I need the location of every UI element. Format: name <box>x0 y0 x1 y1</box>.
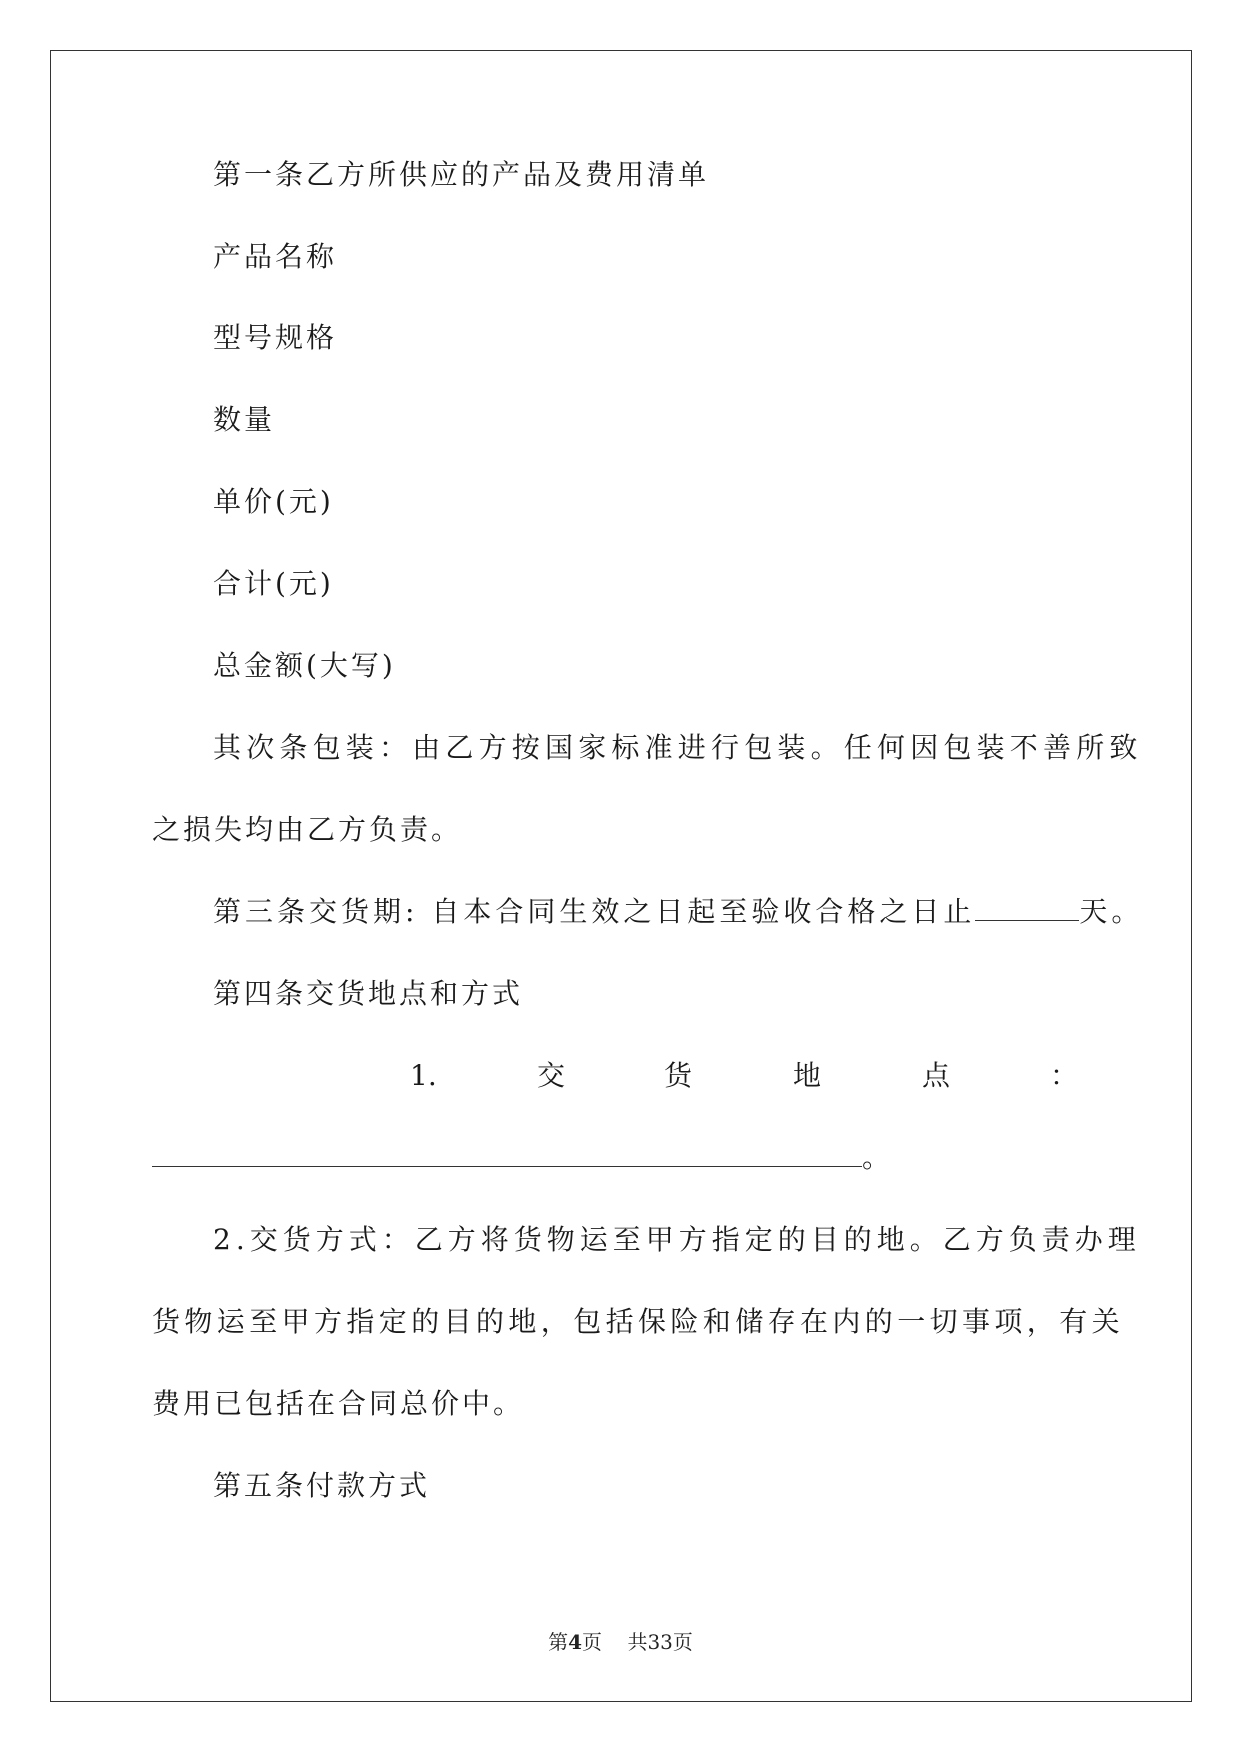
footer-page-prefix: 第 <box>548 1630 569 1654</box>
footer-page-number: 4 <box>568 1630 583 1654</box>
delivery-place-char-4: 点 <box>922 1059 951 1092</box>
delivery-place-number: 1. <box>410 1059 437 1092</box>
item-product-name: 产品名称 <box>213 240 338 273</box>
delivery-place-char-3: 地 <box>793 1059 822 1092</box>
days-blank <box>975 892 1079 921</box>
article-3-end: 天。 <box>1079 895 1144 928</box>
article-4-item-2-line-2: 货物运至甲方指定的目的地，包括保险和储存在内的一切事项，有关 <box>152 1305 1125 1338</box>
delivery-place-colon: ： <box>1050 1059 1079 1092</box>
article-4-item-2-line-1: 2.交货方式：乙方将货物运至甲方指定的目的地。乙方负责办理 <box>213 1223 1141 1256</box>
article-3-text: 第三条交货期: 自本合同生效之日起至验收合格之日止 <box>213 895 976 928</box>
article-4-heading: 第四条交货地点和方式 <box>213 977 524 1010</box>
footer-total-prefix: 共 <box>627 1630 648 1654</box>
delivery-place-blank-line <box>152 1138 893 1178</box>
article-5-heading: 第五条付款方式 <box>213 1469 431 1502</box>
delivery-place-char-2: 货 <box>664 1059 693 1092</box>
footer-page-suffix: 页 <box>582 1630 603 1654</box>
item-total-amount: 总金额(大写) <box>213 649 396 682</box>
item-model-spec: 型号规格 <box>213 321 338 354</box>
delivery-place-end: 。 <box>862 1141 894 1174</box>
delivery-place-blank <box>152 1138 862 1167</box>
article-4-item-2-line-3: 费用已包括在合同总价中。 <box>152 1387 525 1420</box>
item-quantity: 数量 <box>213 403 276 436</box>
item-subtotal: 合计(元) <box>213 567 334 600</box>
page-footer <box>0 1628 1241 1656</box>
delivery-place-char-1: 交 <box>537 1059 566 1092</box>
article-2-line-2: 之损失均由乙方负责。 <box>152 813 463 846</box>
article-2-line-1: 其次条包装：由乙方按国家标准进行包装。任何因包装不善所致 <box>213 731 1143 764</box>
footer-total-pages: 33 <box>647 1630 673 1654</box>
page-border <box>50 50 1192 1702</box>
article-1-heading: 第一条乙方所供应的产品及费用清单 <box>213 158 710 191</box>
item-unit-price: 单价(元) <box>213 485 334 518</box>
article-3-line <box>213 892 1143 932</box>
footer-total-suffix: 页 <box>672 1630 693 1654</box>
